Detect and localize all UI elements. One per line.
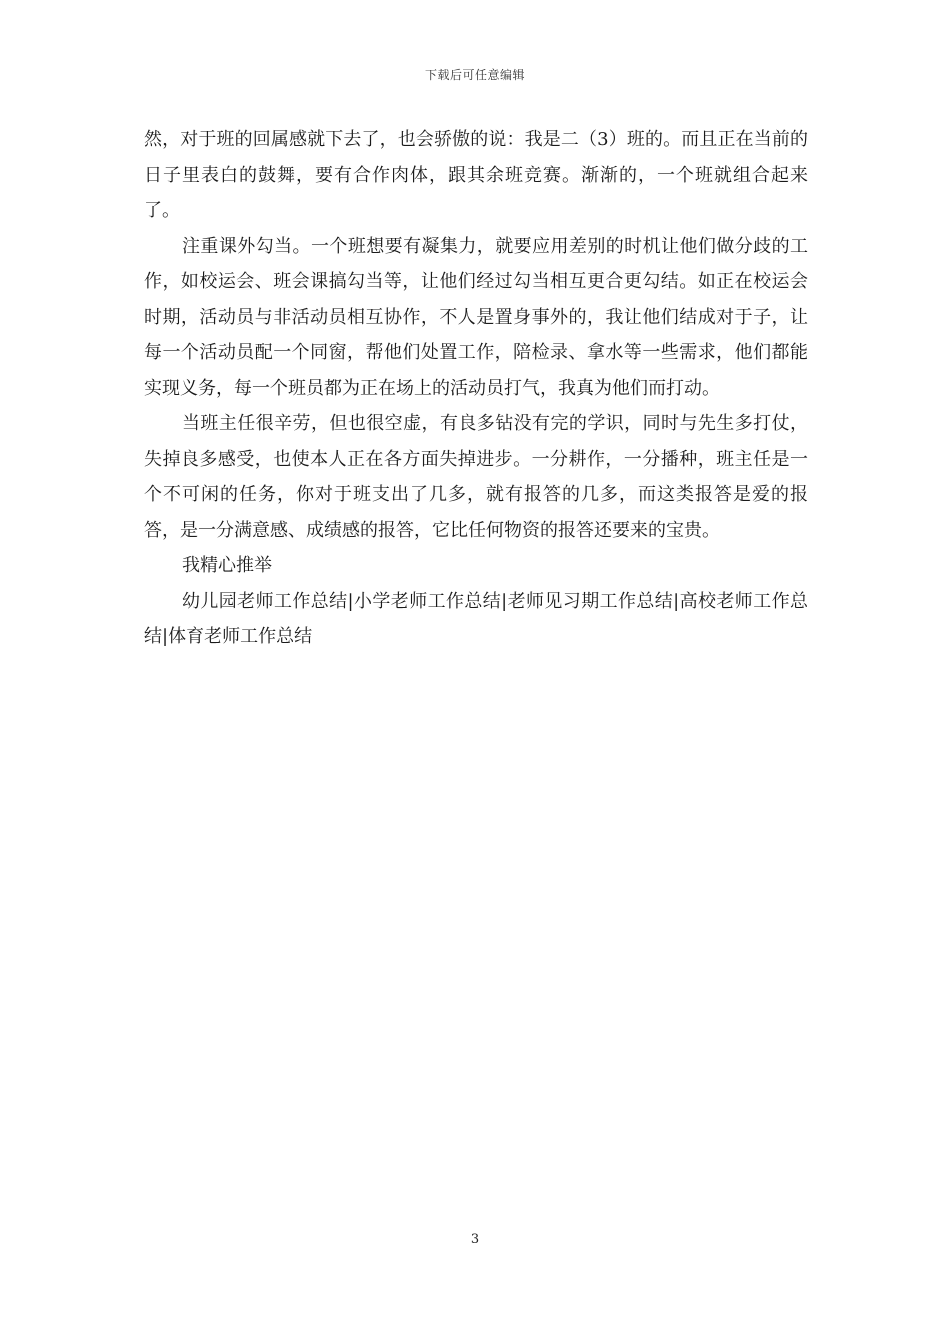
page-number: 3 (470, 1232, 480, 1247)
paragraph-reflection: 当班主任很辛劳，但也很空虚，有良多钻没有完的学识，同时与先生多打仗，失掉良多感受，也使本人正在各方面失掉进步。一分耕作，一分播种，班主任是一个不可闲的任务，你对于班支出了几多，就有报答的几多，而这类报答是爱的报答，是一分满意感、成绩感的报答，它比任何物资的报答还要来的宝贵。 (144, 413, 808, 541)
paragraph-continuation: 然，对于班的回属感就下去了，也会骄傲的说：我是二（3）班的。而且正在当前的日子里表白的鼓舞，要有合作肉体，跟其余班竞赛。渐渐的，一个班就组合起来了。 (144, 129, 808, 221)
page-header: 下载后可任意编辑 (424, 68, 525, 82)
recommend-links: 幼儿园老师工作总结|小学老师工作总结|老师见习期工作总结|高校老师工作总结|体育老师工作总结 (144, 590, 808, 647)
document-body (144, 122, 808, 655)
paragraph-extracurricular: 注重课外勾当。一个班想要有凝集力，就要应用差别的时机让他们做分歧的工作，如校运会、班会课搞勾当等，让他们经过勾当相互更合更勾结。如正在校运会时期，活动员与非活动员相互协作，不人是置身事外的，我让他们结成对于子，让每一个活动员配一个同窗，帮他们处置工作，陪检录、拿水等一些需求，他们都能实现义务，每一个班员都为正在场上的活动员打气，我真为他们而打动。 (144, 235, 808, 399)
recommend-heading: 我精心推举 (182, 555, 272, 576)
